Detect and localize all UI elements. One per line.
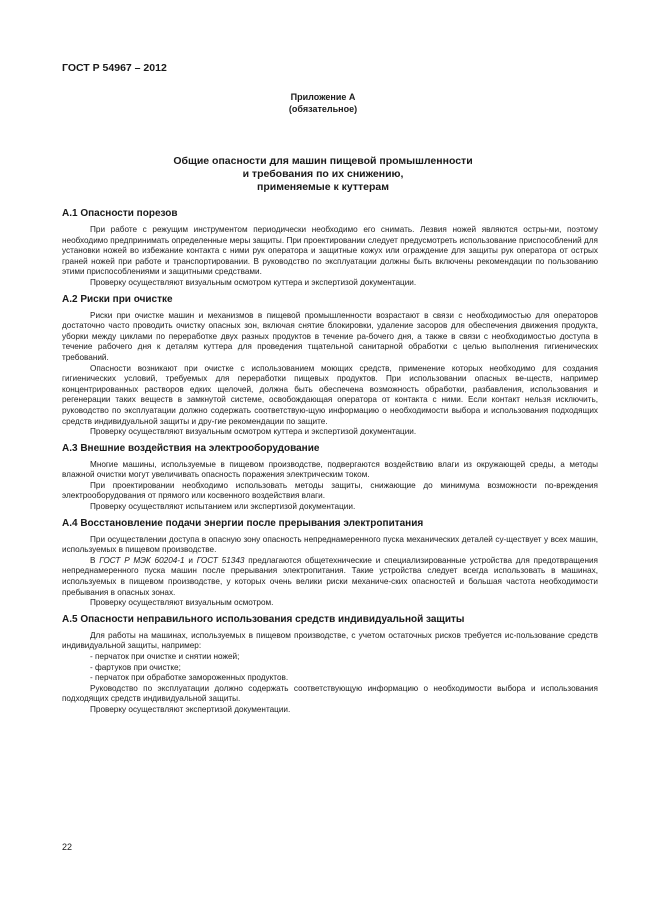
section-a1-paragraph: При работе с режущим инструментом периодически необходимо его снимать. Лезвия ножей являются остры-ми, поэтому необходимо предпринимать определенные меры защиты. При проектировании следует предусмотреть использование приспособлений для установки ножей во избежание контакта с ними рук оператора и защитные кожух или ограждение для защиты рук оператора от острых граней ножей при работе и транспортировании. В руководство по эксплуатации должны быть включены рекомендации по пользованию этими приспособлениями и защитными средствами. <box>62 225 598 277</box>
annex-heading <box>0 91 646 115</box>
section-a4-verification: Проверку осуществляют визуальным осмотром. <box>90 598 274 608</box>
section-a3-paragraph-1: Многие машины, используемые в пищевом производстве, подвергаются воздействию влаги из окружающей среды, а методы влажной очистки могут увеличивать опасность поражения электрическим током. <box>62 459 598 480</box>
section-a2-paragraph-1: Риски при очистке машин и механизмов в пищевой промышленности возрастают в связи с необходимостью для операторов достаточно часто проводить очистку опасных зон, включая снятие блокировки, удаление засоров для обеспечения движения продукта, уборки между циклами по переработке двух разных продуктов в течение ра-бочего дня, а также в связи с необходимостью доступа в течение рабочего дня к деталям куттера для проведения тщательной санитарной обработки с целью выполнения гигиенических требований. <box>62 310 598 362</box>
section-a5-paragraph-2: Руководство по эксплуатации должно содержать соответствующую информацию о необходимости выбора и использования подходящих средств индивидуальной защиты. <box>62 683 598 704</box>
section-a2-heading: А.2 Риски при очистке <box>62 293 173 305</box>
main-title-line-1: Общие опасности для машин пищевой промышленности <box>173 155 473 167</box>
standard-reference: ГОСТ Р МЭК 60204-1 <box>99 555 185 565</box>
section-a3-heading: А.3 Внешние воздействия на электрооборудование <box>62 442 320 454</box>
section-a1-verification: Проверку осуществляют визуальным осмотром куттера и экспертизой документации. <box>90 277 417 287</box>
standard-code: ГОСТ Р 54967 – 2012 <box>62 62 167 74</box>
section-a3-paragraph-2: При проектировании необходимо использовать методы защиты, снижающие до минимума возможности по-вреждения электрооборудования от прямого или косвенного воздействия влаги. <box>62 480 598 501</box>
section-a2-verification: Проверку осуществляют визуальным осмотром куттера и экспертизой документации. <box>90 427 417 437</box>
annex-status: (обязательное) <box>288 104 358 114</box>
main-title-line-3: применяемые к куттерам <box>256 181 390 193</box>
section-a4-paragraph-1: При осуществлении доступа в опасную зону опасность непреднамеренного пуска механических деталей су-ществует у всех машин, используемых в пищевом производстве. <box>62 534 598 555</box>
section-a4-heading: А.4 Восстановление подачи энергии после прерывания электропитания <box>62 517 424 529</box>
section-a5-verification: Проверку осуществляют экспертизой документации. <box>90 704 291 714</box>
section-a5-paragraph-1: Для работы на машинах, используемых в пищевом производстве, с учетом остаточных рисков требуется ис-пользование средств индивидуальной защиты, например: <box>62 630 598 651</box>
list-item: - перчаток при очистке и снятии ножей; <box>90 652 240 661</box>
section-a5-heading: А.5 Опасности неправильного использования средств индивидуальной защиты <box>62 613 465 625</box>
list-item: - фартуков при очистке; <box>90 662 181 672</box>
text-fragment: и <box>184 555 197 565</box>
standard-reference: ГОСТ 51343 <box>196 555 245 565</box>
annex-title: Приложение А <box>290 92 356 102</box>
annex-main-title <box>0 155 646 194</box>
section-a2-paragraph-2: Опасности возникают при очистке с использованием моющих средств, применение которых необходимо для создания гигиенических условий, требуемых для переработки пищевых продуктов. При использовании опасных ве-ществ, например концентрированных растворов едких щелочей, должна быть обеспечена возможность обработки, разбавления, использования и регенерации таких веществ в замкнутой системе, освобождающая оператора от контакта с ними. Если контакт нельзя исключить, руководство по эксплуатации должно содержать соответствую-щую информацию о необходимости выбора и использования подходящих средств индивидуальной защиты и дру-гие рекомендации по защите. <box>62 363 598 426</box>
page-number: 22 <box>62 842 73 852</box>
section-a1-heading: А.1 Опасности порезов <box>62 208 178 219</box>
section-a3-verification: Проверку осуществляют испытанием или экспертизой документации. <box>90 502 356 512</box>
section-a4-paragraph-2 <box>62 556 598 598</box>
list-item: - перчаток при обработке замороженных продуктов. <box>90 673 289 683</box>
text-fragment: В <box>90 555 100 565</box>
text-fragment: предлагаются общетехнические и специализированные устройства для предотвращения непреднамеренного пуска машин после прерывания электропитания. Такие устройства следует всегда использовать в машинах, используемых в пищевом производстве, у которых очень велики риски механиче-ских опасностей и большая частота необходимости пребывания в опасных зонах. <box>62 555 598 597</box>
main-title-line-2: и требования по их снижению, <box>242 168 404 180</box>
document-body <box>62 207 598 716</box>
